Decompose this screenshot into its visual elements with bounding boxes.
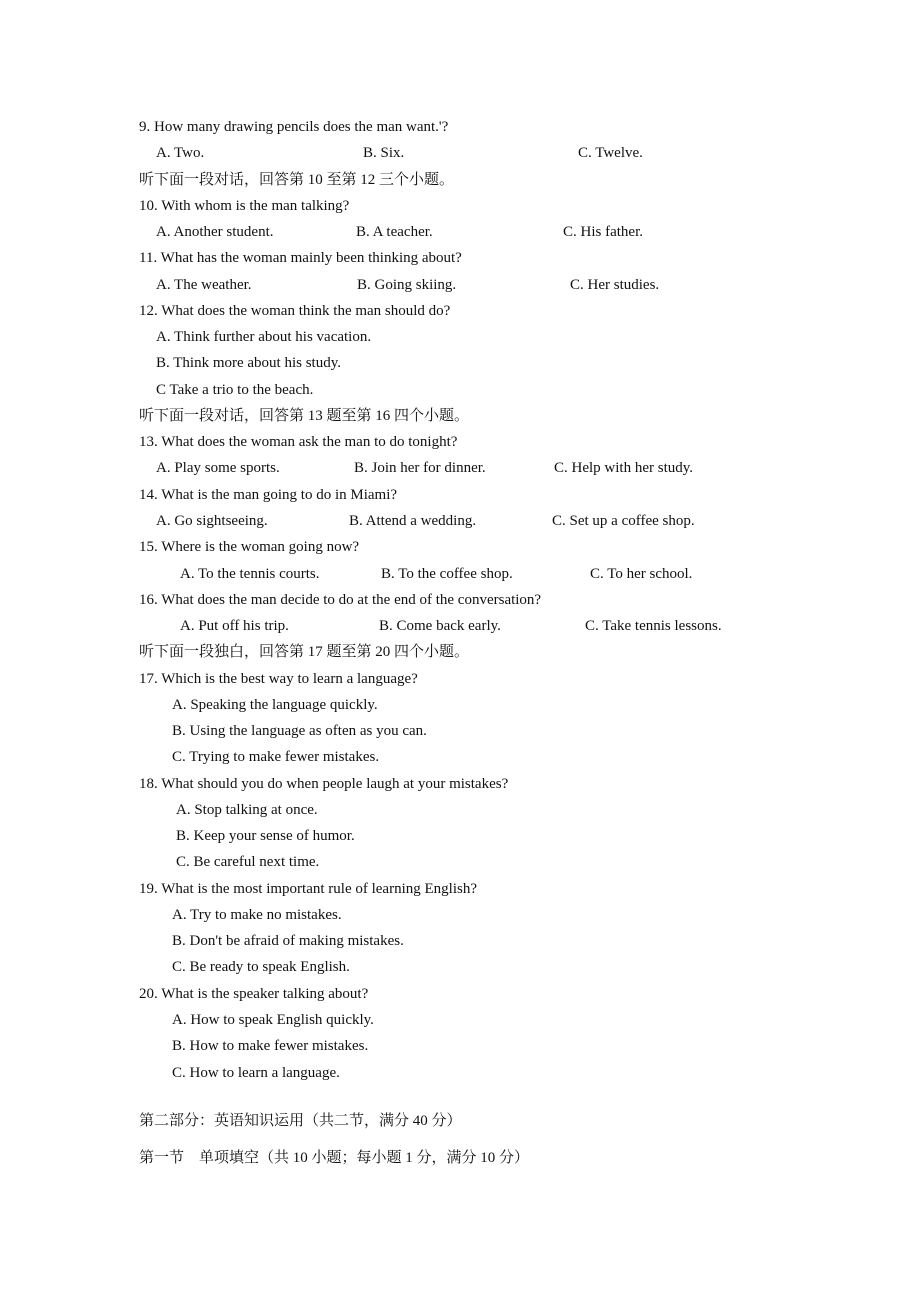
instruction-17-20: 听下面一段独白，回答第 17 题至第 20 四个小题。	[139, 644, 470, 660]
q16-option-a: A. Put off his trip.	[180, 618, 289, 634]
q14-option-c: C. Set up a coffee shop.	[552, 513, 695, 529]
question-17: 17. Which is the best way to learn a language?	[139, 671, 418, 687]
q9-option-b: B. Six.	[363, 145, 405, 161]
question-15: 15. Where is the woman going now?	[139, 539, 360, 555]
q15-option-c: C. To her school.	[590, 566, 693, 582]
q16-option-b: B. Come back early.	[379, 618, 501, 634]
q20-option-b: B. How to make fewer mistakes.	[172, 1038, 369, 1054]
q19-option-a: A. Try to make no mistakes.	[172, 907, 342, 923]
question-16: 16. What does the man decide to do at the end of the conversation?	[139, 592, 542, 608]
q19-option-c: C. Be ready to speak English.	[172, 959, 350, 975]
question-9: 9. How many drawing pencils does the man want.'?	[139, 119, 449, 135]
q13-option-c: C. Help with her study.	[554, 460, 694, 476]
question-12: 12. What does the woman think the man should do?	[139, 303, 451, 319]
q17-option-c: C. Trying to make fewer mistakes.	[172, 749, 380, 765]
q18-option-c: C. Be careful next time.	[176, 854, 320, 870]
part2-heading: 第二部分：英语知识运用（共二节，满分 40 分）	[139, 1113, 462, 1129]
q19-option-b: B. Don't be afraid of making mistakes.	[172, 933, 404, 949]
q15-option-a: A. To the tennis courts.	[180, 566, 320, 582]
q15-option-b: B. To the coffee shop.	[381, 566, 513, 582]
question-20: 20. What is the speaker talking about?	[139, 986, 369, 1002]
q16-option-c: C. Take tennis lessons.	[585, 618, 722, 634]
q18-option-a: A. Stop talking at once.	[176, 802, 318, 818]
q9-option-c: C. Twelve.	[578, 145, 643, 161]
q11-option-a: A. The weather.	[156, 277, 252, 293]
q13-option-b: B. Join her for dinner.	[354, 460, 486, 476]
question-18: 18. What should you do when people laugh at your mistakes?	[139, 776, 509, 792]
question-19: 19. What is the most important rule of learning English?	[139, 881, 477, 897]
q20-option-a: A. How to speak English quickly.	[172, 1012, 374, 1028]
q20-option-c: C. How to learn a language.	[172, 1065, 340, 1081]
question-14: 14. What is the man going to do in Miami?	[139, 487, 398, 503]
q9-option-a: A. Two.	[156, 145, 205, 161]
q12-option-c: C Take a trio to the beach.	[156, 382, 314, 398]
instruction-13-16: 听下面一段对话，回答第 13 题至第 16 四个小题。	[139, 408, 470, 424]
question-11: 11. What has the woman mainly been thinking about?	[139, 250, 462, 266]
q11-option-c: C. Her studies.	[570, 277, 660, 293]
q10-option-c: C. His father.	[563, 224, 643, 240]
q17-option-a: A. Speaking the language quickly.	[172, 697, 378, 713]
q12-option-b: B. Think more about his study.	[156, 355, 341, 371]
q14-option-b: B. Attend a wedding.	[349, 513, 477, 529]
section1-heading: 第一节 单项填空（共 10 小题；每小题 1 分，满分 10 分）	[139, 1150, 530, 1166]
question-10: 10. With whom is the man talking?	[139, 198, 350, 214]
q11-option-b: B. Going skiing.	[357, 277, 457, 293]
q18-option-b: B. Keep your sense of humor.	[176, 828, 355, 844]
q10-option-a: A. Another student.	[156, 224, 274, 240]
q17-option-b: B. Using the language as often as you can.	[172, 723, 427, 739]
q10-option-b: B. A teacher.	[356, 224, 433, 240]
question-13: 13. What does the woman ask the man to do tonight?	[139, 434, 458, 450]
q14-option-a: A. Go sightseeing.	[156, 513, 268, 529]
q12-option-a: A. Think further about his vacation.	[156, 329, 372, 345]
q13-option-a: A. Play some sports.	[156, 460, 280, 476]
instruction-10-12: 听下面一段对话，回答第 10 至第 12 三个小题。	[139, 172, 455, 188]
